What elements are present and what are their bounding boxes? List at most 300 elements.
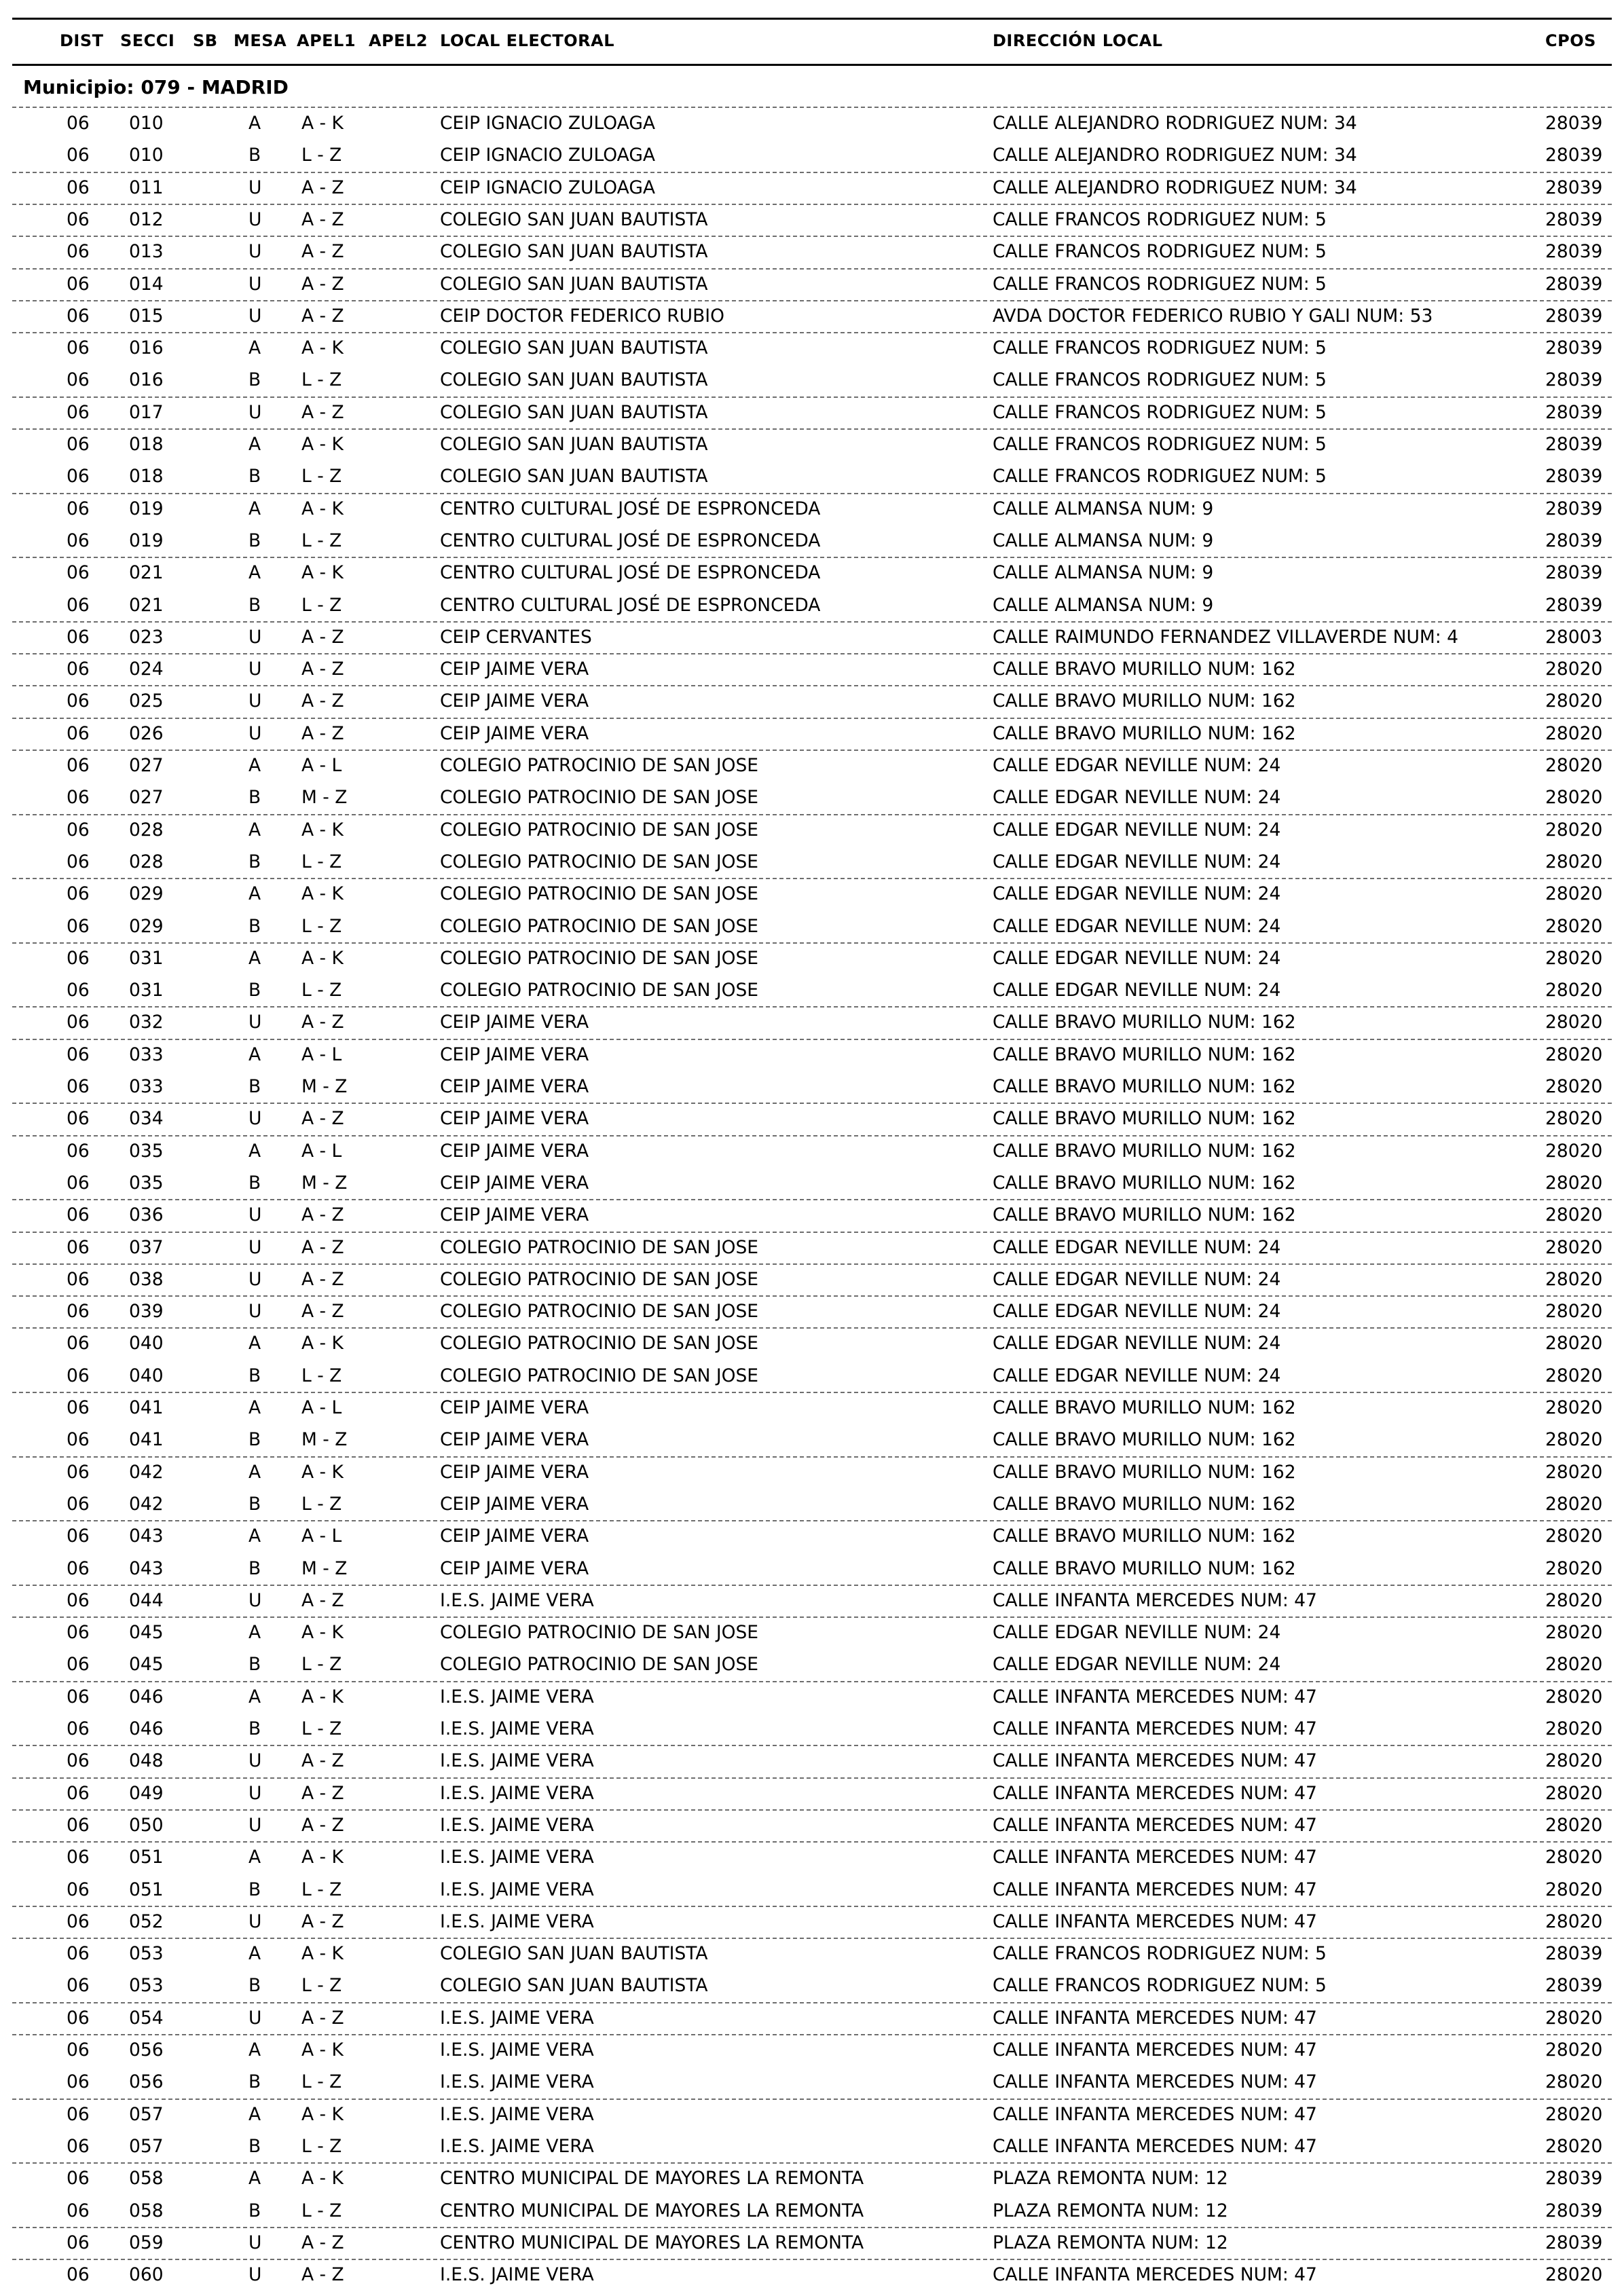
cell-sb: U	[248, 1301, 262, 1323]
cell-sb: U	[248, 659, 262, 680]
cell-cpos: 28020	[1545, 980, 1603, 1001]
cell-apel1: A - K	[301, 1333, 344, 1354]
cell-secci: 033	[129, 1076, 164, 1097]
cell-direccion: CALLE INFANTA MERCEDES NUM: 47	[993, 1814, 1317, 1836]
cell-secci: 050	[129, 1814, 164, 1836]
cell-cpos: 28020	[1545, 915, 1603, 937]
cell-direccion: CALLE EDGAR NEVILLE NUM: 24	[993, 1268, 1281, 1290]
cell-cpos: 28039	[1545, 1943, 1603, 1965]
header-rule	[12, 64, 1612, 66]
cell-direccion: CALLE ALEJANDRO RODRIGUEZ NUM: 34	[993, 177, 1357, 198]
cell-sb: U	[248, 305, 262, 327]
cell-dist: 06	[67, 1750, 90, 1772]
cell-secci: 027	[129, 787, 164, 809]
cell-direccion: CALLE BRAVO MURILLO NUM: 162	[993, 1493, 1296, 1515]
cell-dist: 06	[67, 113, 90, 134]
cell-dist: 06	[67, 1043, 90, 1065]
cell-secci: 046	[129, 1686, 164, 1707]
cell-apel1: A - Z	[301, 1268, 344, 1290]
cell-sb: U	[248, 626, 262, 648]
cell-dist: 06	[67, 498, 90, 519]
cell-local: CEIP JAIME VERA	[440, 722, 589, 744]
table-row	[12, 942, 1612, 976]
cell-local: CEIP JAIME VERA	[440, 1140, 589, 1162]
cell-local: CEIP JAIME VERA	[440, 1557, 589, 1579]
cell-apel1: L - Z	[301, 2200, 342, 2221]
cell-dist: 06	[67, 1268, 90, 1290]
table-row	[12, 1809, 1612, 1843]
cell-dist: 06	[67, 594, 90, 616]
cell-local: COLEGIO PATROCINIO DE SAN JOSE	[440, 980, 759, 1001]
cell-apel1: A - Z	[301, 2007, 344, 2029]
cell-secci: 019	[129, 498, 164, 519]
cell-cpos: 28039	[1545, 113, 1603, 134]
cell-apel1: M - Z	[301, 1429, 348, 1451]
cell-local: CENTRO MUNICIPAL DE MAYORES LA REMONTA	[440, 2200, 864, 2221]
cell-cpos: 28020	[1545, 690, 1603, 712]
cell-direccion: CALLE BRAVO MURILLO NUM: 162	[993, 1557, 1296, 1579]
cell-sb: U	[248, 1782, 262, 1804]
cell-apel1: A - Z	[301, 1236, 344, 1258]
cell-cpos: 28020	[1545, 1686, 1603, 1707]
cell-cpos: 28020	[1545, 1589, 1603, 1611]
cell-dist: 06	[67, 1172, 90, 1194]
cell-sb: U	[248, 2264, 262, 2286]
cell-sb: U	[248, 1108, 262, 1130]
municipio-heading: Municipio: 079 - MADRID	[23, 76, 289, 98]
cell-cpos: 28020	[1545, 659, 1603, 680]
cell-dist: 06	[67, 208, 90, 230]
table-row	[12, 2162, 1612, 2196]
cell-secci: 033	[129, 1043, 164, 1065]
cell-cpos: 28020	[1545, 851, 1603, 872]
cell-dist: 06	[67, 1140, 90, 1162]
cell-local: CEIP IGNACIO ZULOAGA	[440, 113, 655, 134]
col-header-dist: DIST	[60, 31, 104, 50]
cell-apel1: A - K	[301, 2103, 344, 2125]
cell-apel1: A - Z	[301, 1204, 344, 1226]
cell-local: COLEGIO SAN JUAN BAUTISTA	[440, 466, 708, 487]
cell-direccion: CALLE EDGAR NEVILLE NUM: 24	[993, 1622, 1281, 1644]
cell-dist: 06	[67, 1686, 90, 1707]
cell-apel1: A - K	[301, 2168, 344, 2189]
cell-cpos: 28039	[1545, 145, 1603, 166]
cell-local: I.E.S. JAIME VERA	[440, 1847, 594, 1868]
table-row	[12, 557, 1612, 590]
cell-secci: 013	[129, 241, 164, 263]
cell-local: I.E.S. JAIME VERA	[440, 2264, 594, 2286]
cell-secci: 031	[129, 947, 164, 969]
cell-secci: 054	[129, 2007, 164, 2029]
cell-local: CEIP IGNACIO ZULOAGA	[440, 145, 655, 166]
cell-secci: 045	[129, 1622, 164, 1644]
cell-sb: U	[248, 1814, 262, 1836]
cell-local: CEIP JAIME VERA	[440, 1461, 589, 1483]
cell-local: COLEGIO SAN JUAN BAUTISTA	[440, 369, 708, 391]
cell-dist: 06	[67, 915, 90, 937]
cell-direccion: CALLE INFANTA MERCEDES NUM: 47	[993, 1910, 1317, 1932]
table-row	[0, 525, 1624, 557]
cell-cpos: 28039	[1545, 1975, 1603, 1997]
cell-apel1: M - Z	[301, 787, 348, 809]
table-row	[12, 1263, 1612, 1297]
cell-apel1: A - Z	[301, 1108, 344, 1130]
cell-dist: 06	[67, 819, 90, 840]
cell-direccion: CALLE FRANCOS RODRIGUEZ NUM: 5	[993, 1943, 1327, 1965]
cell-sb: A	[248, 2039, 261, 2060]
cell-direccion: CALLE BRAVO MURILLO NUM: 162	[993, 1108, 1296, 1130]
cell-local: I.E.S. JAIME VERA	[440, 1879, 594, 1900]
cell-direccion: CALLE BRAVO MURILLO NUM: 162	[993, 1076, 1296, 1097]
cell-apel1: A - Z	[301, 401, 344, 423]
cell-local: I.E.S. JAIME VERA	[440, 2103, 594, 2125]
cell-local: CENTRO CULTURAL JOSÉ DE ESPRONCEDA	[440, 530, 821, 551]
cell-apel1: A - K	[301, 1847, 344, 1868]
cell-sb: A	[248, 1333, 261, 1354]
cell-sb: U	[248, 1750, 262, 1772]
cell-secci: 027	[129, 755, 164, 776]
cell-local: CEIP JAIME VERA	[440, 1172, 589, 1194]
cell-local: CEIP CERVANTES	[440, 626, 592, 648]
table-row	[12, 621, 1612, 654]
cell-direccion: PLAZA REMONTA NUM: 12	[993, 2232, 1228, 2253]
table-row	[12, 1392, 1612, 1425]
cell-direccion: CALLE INFANTA MERCEDES NUM: 47	[993, 2103, 1317, 2125]
cell-local: COLEGIO SAN JUAN BAUTISTA	[440, 1943, 708, 1965]
cell-dist: 06	[67, 1429, 90, 1451]
cell-dist: 06	[67, 1847, 90, 1868]
cell-secci: 023	[129, 626, 164, 648]
cell-secci: 041	[129, 1429, 164, 1451]
cell-apel1: L - Z	[301, 2135, 342, 2157]
cell-sb: U	[248, 2007, 262, 2029]
cell-dist: 06	[67, 273, 90, 295]
cell-local: COLEGIO SAN JUAN BAUTISTA	[440, 434, 708, 455]
cell-local: CEIP JAIME VERA	[440, 1012, 589, 1033]
cell-secci: 010	[129, 145, 164, 166]
cell-cpos: 28020	[1545, 1526, 1603, 1547]
cell-cpos: 28020	[1545, 1557, 1603, 1579]
cell-apel1: A - K	[301, 113, 344, 134]
cell-secci: 024	[129, 659, 164, 680]
cell-direccion: CALLE EDGAR NEVILLE NUM: 24	[993, 819, 1281, 840]
cell-sb: B	[248, 851, 261, 872]
cell-secci: 021	[129, 594, 164, 616]
cell-direccion: PLAZA REMONTA NUM: 12	[993, 2168, 1228, 2189]
cell-direccion: CALLE FRANCOS RODRIGUEZ NUM: 5	[993, 466, 1327, 487]
table-row	[12, 332, 1612, 365]
cell-direccion: CALLE FRANCOS RODRIGUEZ NUM: 5	[993, 208, 1327, 230]
cell-dist: 06	[67, 755, 90, 776]
cell-cpos: 28003	[1545, 626, 1603, 648]
cell-apel1: L - Z	[301, 594, 342, 616]
cell-dist: 06	[67, 2232, 90, 2253]
cell-sb: A	[248, 1943, 261, 1965]
cell-apel1: A - K	[301, 1461, 344, 1483]
cell-local: CEIP JAIME VERA	[440, 1108, 589, 1130]
cell-local: COLEGIO SAN JUAN BAUTISTA	[440, 401, 708, 423]
cell-sb: A	[248, 819, 261, 840]
cell-direccion: CALLE EDGAR NEVILLE NUM: 24	[993, 1301, 1281, 1323]
cell-secci: 032	[129, 1012, 164, 1033]
cell-apel1: A - K	[301, 1686, 344, 1707]
cell-dist: 06	[67, 1654, 90, 1676]
cell-sb: B	[248, 1429, 261, 1451]
cell-local: CEIP JAIME VERA	[440, 1204, 589, 1226]
cell-direccion: CALLE FRANCOS RODRIGUEZ NUM: 5	[993, 369, 1327, 391]
cell-dist: 06	[67, 2039, 90, 2060]
cell-local: COLEGIO SAN JUAN BAUTISTA	[440, 1975, 708, 1997]
cell-sb: U	[248, 2232, 262, 2253]
col-header-sb: SB	[193, 31, 218, 50]
cell-cpos: 28039	[1545, 530, 1603, 551]
cell-secci: 031	[129, 980, 164, 1001]
cell-sb: A	[248, 562, 261, 584]
col-header-direccion: DIRECCIÓN LOCAL	[993, 31, 1163, 50]
cell-secci: 058	[129, 2200, 164, 2221]
cell-sb: U	[248, 1012, 262, 1033]
cell-sb: B	[248, 530, 261, 551]
table-row	[12, 1327, 1612, 1361]
cell-direccion: CALLE INFANTA MERCEDES NUM: 47	[993, 1589, 1317, 1611]
cell-apel1: A - Z	[301, 273, 344, 295]
table-row	[0, 781, 1624, 813]
cell-cpos: 28020	[1545, 722, 1603, 744]
cell-cpos: 28020	[1545, 1750, 1603, 1772]
table-row	[0, 139, 1624, 171]
cell-direccion: CALLE BRAVO MURILLO NUM: 162	[993, 1526, 1296, 1547]
cell-secci: 049	[129, 1782, 164, 1804]
cell-secci: 016	[129, 369, 164, 391]
cell-dist: 06	[67, 980, 90, 1001]
cell-secci: 052	[129, 1910, 164, 1932]
table-row	[12, 1135, 1612, 1168]
cell-dist: 06	[67, 851, 90, 872]
cell-local: I.E.S. JAIME VERA	[440, 1910, 594, 1932]
cell-apel1: A - L	[301, 1526, 342, 1547]
table-row	[12, 878, 1612, 911]
cell-sb: A	[248, 1397, 261, 1418]
cell-dist: 06	[67, 1333, 90, 1354]
col-header-apel2: APEL2	[369, 31, 428, 50]
cell-sb: B	[248, 594, 261, 616]
cell-dist: 06	[67, 401, 90, 423]
cell-dist: 06	[67, 1782, 90, 1804]
col-header-apel1: APEL1	[297, 31, 356, 50]
table-row	[12, 814, 1612, 847]
cell-cpos: 28020	[1545, 1333, 1603, 1354]
cell-local: I.E.S. JAIME VERA	[440, 1814, 594, 1836]
cell-direccion: CALLE INFANTA MERCEDES NUM: 47	[993, 1750, 1317, 1772]
cell-dist: 06	[67, 1365, 90, 1386]
cell-apel1: A - L	[301, 1397, 342, 1418]
cell-cpos: 28020	[1545, 947, 1603, 969]
cell-direccion: CALLE EDGAR NEVILLE NUM: 24	[993, 1236, 1281, 1258]
cell-cpos: 28039	[1545, 466, 1603, 487]
cell-direccion: AVDA DOCTOR FEDERICO RUBIO Y GALI NUM: 53	[993, 305, 1433, 327]
cell-local: CEIP JAIME VERA	[440, 1526, 589, 1547]
cell-apel1: L - Z	[301, 980, 342, 1001]
cell-sb: B	[248, 1975, 261, 1997]
cell-sb: B	[248, 2135, 261, 2157]
cell-local: CEIP JAIME VERA	[440, 1043, 589, 1065]
cell-sb: U	[248, 1204, 262, 1226]
cell-sb: A	[248, 434, 261, 455]
table-row	[0, 846, 1624, 878]
cell-sb: B	[248, 466, 261, 487]
cell-sb: B	[248, 1654, 261, 1676]
cell-direccion: CALLE EDGAR NEVILLE NUM: 24	[993, 1654, 1281, 1676]
cell-local: I.E.S. JAIME VERA	[440, 1718, 594, 1739]
cell-dist: 06	[67, 626, 90, 648]
cell-secci: 051	[129, 1879, 164, 1900]
cell-cpos: 28020	[1545, 787, 1603, 809]
cell-direccion: CALLE EDGAR NEVILLE NUM: 24	[993, 883, 1281, 905]
cell-direccion: CALLE BRAVO MURILLO NUM: 162	[993, 1043, 1296, 1065]
cell-dist: 06	[67, 466, 90, 487]
table-row	[12, 2259, 1612, 2292]
cell-dist: 06	[67, 1975, 90, 1997]
table-row	[0, 2066, 1624, 2098]
cell-sb: A	[248, 1686, 261, 1707]
cell-apel1: A - Z	[301, 626, 344, 648]
cell-cpos: 28039	[1545, 208, 1603, 230]
cell-direccion: CALLE FRANCOS RODRIGUEZ NUM: 5	[993, 401, 1327, 423]
cell-apel1: A - Z	[301, 1012, 344, 1033]
table-row	[12, 1841, 1612, 1874]
cell-sb: B	[248, 1365, 261, 1386]
cell-sb: B	[248, 1172, 261, 1194]
cell-dist: 06	[67, 690, 90, 712]
table-row	[12, 1777, 1612, 1811]
cell-apel1: A - K	[301, 1622, 344, 1644]
table-row	[12, 1681, 1612, 1714]
cell-secci: 016	[129, 337, 164, 359]
table-row	[12, 1039, 1612, 1072]
table-row	[0, 2130, 1624, 2162]
cell-direccion: CALLE BRAVO MURILLO NUM: 162	[993, 1140, 1296, 1162]
cell-secci: 036	[129, 1204, 164, 1226]
cell-apel1: L - Z	[301, 1365, 342, 1386]
cell-local: I.E.S. JAIME VERA	[440, 2071, 594, 2093]
cell-sb: B	[248, 1557, 261, 1579]
table-row	[0, 974, 1624, 1006]
cell-secci: 018	[129, 434, 164, 455]
cell-dist: 06	[67, 722, 90, 744]
cell-secci: 058	[129, 2168, 164, 2189]
cell-direccion: CALLE EDGAR NEVILLE NUM: 24	[993, 755, 1281, 776]
cell-sb: B	[248, 1493, 261, 1515]
cell-dist: 06	[67, 2135, 90, 2157]
cell-local: COLEGIO PATROCINIO DE SAN JOSE	[440, 819, 759, 840]
cell-cpos: 28020	[1545, 1654, 1603, 1676]
cell-local: COLEGIO PATROCINIO DE SAN JOSE	[440, 947, 759, 969]
cell-dist: 06	[67, 1622, 90, 1644]
cell-secci: 046	[129, 1718, 164, 1739]
cell-local: I.E.S. JAIME VERA	[440, 2039, 594, 2060]
cell-direccion: CALLE EDGAR NEVILLE NUM: 24	[993, 947, 1281, 969]
cell-cpos: 28020	[1545, 1268, 1603, 1290]
cell-local: COLEGIO PATROCINIO DE SAN JOSE	[440, 1301, 759, 1323]
cell-dist: 06	[67, 1718, 90, 1739]
cell-sb: U	[248, 401, 262, 423]
cell-secci: 039	[129, 1301, 164, 1323]
cell-secci: 034	[129, 1108, 164, 1130]
cell-secci: 059	[129, 2232, 164, 2253]
cell-apel1: A - Z	[301, 1589, 344, 1611]
cell-apel1: A - Z	[301, 690, 344, 712]
cell-secci: 043	[129, 1557, 164, 1579]
cell-cpos: 28020	[1545, 1108, 1603, 1130]
cell-dist: 06	[67, 2103, 90, 2125]
cell-secci: 018	[129, 466, 164, 487]
cell-apel1: L - Z	[301, 1654, 342, 1676]
table-row	[12, 2002, 1612, 2035]
cell-apel1: A - L	[301, 1043, 342, 1065]
cell-local: COLEGIO PATROCINIO DE SAN JOSE	[440, 1654, 759, 1676]
cell-cpos: 28020	[1545, 1461, 1603, 1483]
cell-secci: 029	[129, 915, 164, 937]
cell-cpos: 28020	[1545, 1043, 1603, 1065]
cell-cpos: 28020	[1545, 2103, 1603, 2125]
cell-local: I.E.S. JAIME VERA	[440, 1589, 594, 1611]
cell-direccion: CALLE INFANTA MERCEDES NUM: 47	[993, 2135, 1317, 2157]
cell-local: COLEGIO PATROCINIO DE SAN JOSE	[440, 755, 759, 776]
cell-apel1: L - Z	[301, 466, 342, 487]
cell-dist: 06	[67, 1910, 90, 1932]
cell-sb: U	[248, 722, 262, 744]
cell-apel1: A - Z	[301, 2232, 344, 2253]
table-row	[12, 300, 1612, 333]
cell-dist: 06	[67, 1493, 90, 1515]
cell-dist: 06	[67, 145, 90, 166]
cell-cpos: 28020	[1545, 1236, 1603, 1258]
cell-cpos: 28020	[1545, 883, 1603, 905]
cell-apel1: A - L	[301, 1140, 342, 1162]
cell-local: CEIP JAIME VERA	[440, 690, 589, 712]
cell-sb: U	[248, 690, 262, 712]
cell-apel1: A - K	[301, 947, 344, 969]
cell-local: COLEGIO PATROCINIO DE SAN JOSE	[440, 1365, 759, 1386]
cell-secci: 035	[129, 1140, 164, 1162]
cell-apel1: A - Z	[301, 177, 344, 198]
cell-dist: 06	[67, 1301, 90, 1323]
cell-sb: A	[248, 113, 261, 134]
cell-local: I.E.S. JAIME VERA	[440, 1750, 594, 1772]
cell-apel1: A - Z	[301, 1782, 344, 1804]
cell-cpos: 28020	[1545, 1172, 1603, 1194]
cell-direccion: CALLE FRANCOS RODRIGUEZ NUM: 5	[993, 1975, 1327, 1997]
table-row	[0, 2195, 1624, 2227]
cell-secci: 060	[129, 2264, 164, 2286]
cell-apel1: A - Z	[301, 305, 344, 327]
cell-local: I.E.S. JAIME VERA	[440, 2007, 594, 2029]
cell-apel1: L - Z	[301, 530, 342, 551]
table-row	[12, 1585, 1612, 1618]
table-row	[12, 718, 1612, 751]
cell-apel1: M - Z	[301, 1172, 348, 1194]
cell-dist: 06	[67, 883, 90, 905]
cell-sb: A	[248, 1847, 261, 1868]
cell-secci: 012	[129, 208, 164, 230]
col-header-cpos: CPOS	[1545, 31, 1596, 50]
cell-cpos: 28039	[1545, 337, 1603, 359]
table-row	[0, 1713, 1624, 1745]
cell-local: CEIP DOCTOR FEDERICO RUBIO	[440, 305, 724, 327]
cell-secci: 042	[129, 1461, 164, 1483]
cell-direccion: CALLE BRAVO MURILLO NUM: 162	[993, 1429, 1296, 1451]
cell-apel1: L - Z	[301, 1879, 342, 1900]
